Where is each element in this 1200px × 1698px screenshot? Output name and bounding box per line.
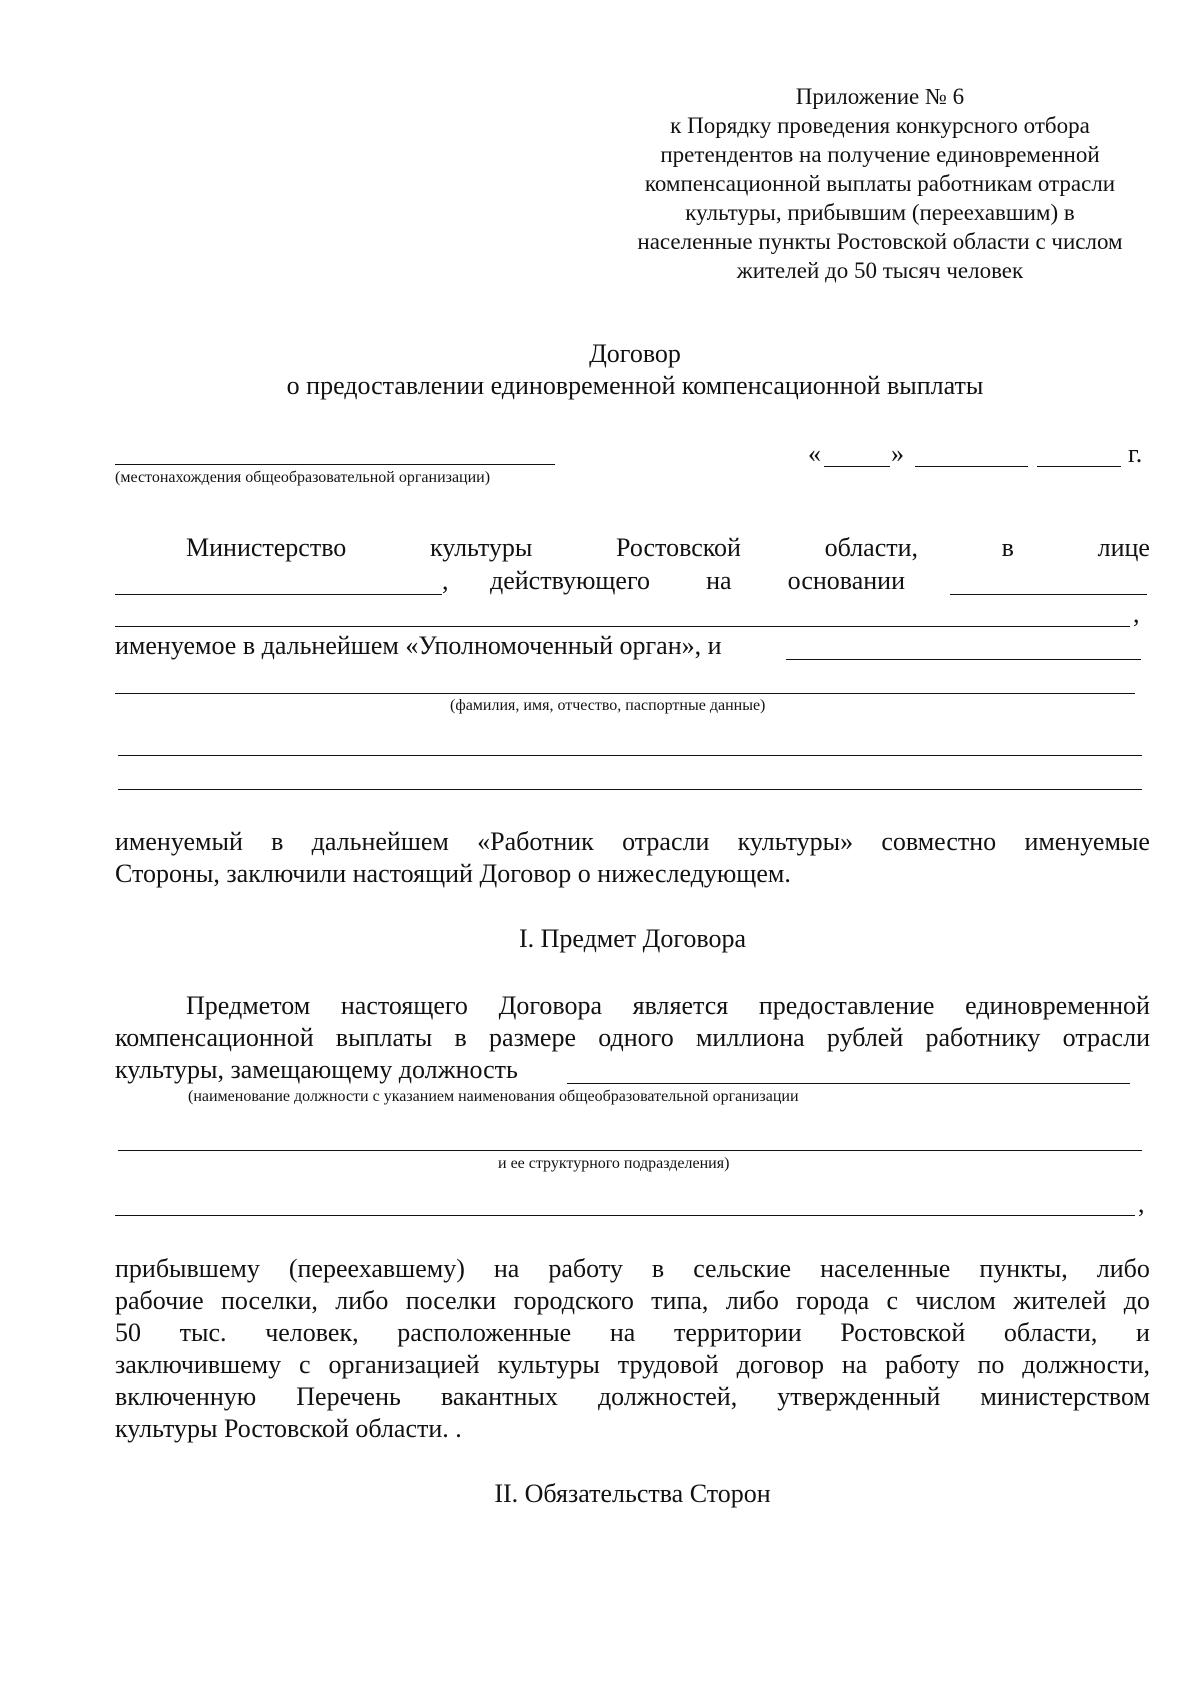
appendix-line: претендентов на получение единовременной <box>660 142 1100 167</box>
date-day-blank <box>824 466 890 467</box>
division-blank-line <box>115 1215 1135 1216</box>
word: выплаты <box>335 1023 433 1052</box>
word: прибывшему <box>115 1254 260 1283</box>
section-1-p2-line-5 <box>115 1381 1150 1413</box>
basis-continued-blank-line <box>115 626 1130 627</box>
word: работнику <box>925 1023 1041 1052</box>
word: поселки, <box>220 1286 318 1315</box>
word: типа, <box>651 1286 709 1315</box>
appendix-header <box>620 82 1140 285</box>
word: с <box>886 1286 899 1315</box>
word: должности, <box>1022 1350 1150 1379</box>
word: до <box>1123 1286 1150 1315</box>
word: миллиона <box>695 1023 805 1052</box>
word: дальнейшем <box>311 827 449 856</box>
appendix-line: жителей до 50 тысяч человек <box>736 258 1024 283</box>
word: по <box>977 1350 1005 1379</box>
word: настоящего <box>340 991 468 1020</box>
parties-line-2 <box>490 565 905 597</box>
word: либо <box>725 1286 779 1315</box>
parties-line-1 <box>186 532 1150 564</box>
word: организацией <box>328 1350 480 1379</box>
word: именуемые <box>1024 827 1150 856</box>
word: является <box>632 991 729 1020</box>
section-1-p2-line-4 <box>115 1349 1150 1381</box>
document-subtitle: о предоставлении единовременной компенсационной выплаты <box>286 371 984 400</box>
word: пункты, <box>979 1254 1068 1283</box>
word: в <box>651 1254 665 1283</box>
word: с <box>299 1350 311 1379</box>
word: размере <box>489 1023 577 1052</box>
word: работу <box>548 1254 623 1283</box>
word: лице <box>1097 533 1150 562</box>
word: Предметом <box>186 991 311 1020</box>
position-caption: (наименование должности с указанием наименования общеобразовательной организации <box>188 1088 799 1105</box>
word: Ростовской <box>616 533 741 562</box>
word: либо <box>1096 1254 1150 1283</box>
word: совместно <box>881 827 997 856</box>
word: области, <box>1003 1318 1098 1347</box>
word: одного <box>598 1023 674 1052</box>
worker-details-blank-line <box>115 693 1135 694</box>
position-blank-line <box>567 1083 1130 1084</box>
representative-blank-line <box>115 594 442 595</box>
word: и <box>1135 1318 1150 1347</box>
date-quote-close: » <box>891 439 904 468</box>
word: города <box>796 1286 870 1315</box>
date-year-suffix: г. <box>1128 439 1143 468</box>
word: единовременной <box>965 991 1150 1020</box>
section-1-p1-line-2 <box>115 1022 1150 1054</box>
word: (переехавшему) <box>288 1254 465 1283</box>
word: сельские <box>693 1254 792 1283</box>
word: именуемый <box>115 827 243 856</box>
parties-closing-line-1 <box>115 826 1150 858</box>
word: 50 <box>115 1318 141 1347</box>
document-title: Договор <box>589 339 681 368</box>
section-1-p1-line-3: культуры, замещающему должность <box>115 1055 518 1084</box>
section-1-p2-line-3 <box>115 1317 1150 1349</box>
word: на <box>609 1318 636 1347</box>
word: Ростовской <box>840 1318 966 1347</box>
word: отрасли <box>1062 1023 1150 1052</box>
appendix-line: компенсационной выплаты работникам отрасли <box>644 171 1116 196</box>
section-1-p2-line-2 <box>115 1285 1150 1317</box>
division-caption: и ее структурного подразделения) <box>498 1155 730 1172</box>
word: области, <box>824 533 919 562</box>
place-blank-line <box>115 464 555 465</box>
word: должностей, <box>597 1382 738 1411</box>
word: культуры <box>497 1350 600 1379</box>
section-1-p1-line-1 <box>186 990 1150 1022</box>
word: договор <box>736 1350 824 1379</box>
parties-closing-line-2: Стороны, заключили настоящий Договор о нижеследующем. <box>115 859 791 888</box>
word: вакантных <box>440 1382 558 1411</box>
authorized-body-text: именуемое в дальнейшем «Уполномоченный орган», и <box>115 631 722 660</box>
word: Договора <box>498 991 602 1020</box>
appendix-line: культуры, прибывшим (переехавшим) в <box>685 200 1075 225</box>
word: территории <box>674 1318 802 1347</box>
word: культуры <box>429 533 533 562</box>
word: «Работник <box>477 827 594 856</box>
appendix-line: Приложение № 6 <box>795 84 965 109</box>
word: культуры» <box>737 827 854 856</box>
position-continued-blank-line <box>118 1150 1142 1151</box>
word: трудовой <box>617 1350 719 1379</box>
row2-comma: , <box>442 566 449 595</box>
worker-name-blank-line <box>786 659 1141 660</box>
word: населенные <box>820 1254 951 1283</box>
word: утвержденный <box>777 1382 941 1411</box>
word: в <box>1001 533 1014 562</box>
word: на <box>841 1350 868 1379</box>
word: включенную <box>115 1382 257 1411</box>
word: на <box>493 1254 520 1283</box>
word: предоставление <box>758 991 935 1020</box>
word: Министерство <box>186 533 347 562</box>
word: либо <box>335 1286 389 1315</box>
word: жителей <box>1013 1286 1107 1315</box>
word: Перечень <box>296 1382 401 1411</box>
word: министерством <box>980 1382 1150 1411</box>
appendix-line: к Порядку проведения конкурсного отбора <box>670 113 1090 138</box>
extra-blank-line-2 <box>118 789 1142 790</box>
extra-blank-line-1 <box>118 755 1142 756</box>
word: числом <box>915 1286 996 1315</box>
word: работу <box>885 1350 960 1379</box>
word: заключившему <box>115 1350 282 1379</box>
division-comma: , <box>1138 1189 1145 1218</box>
word: рублей <box>826 1023 904 1052</box>
person-caption: (фамилия, имя, отчество, паспортные данные) <box>450 697 766 714</box>
word: действующего <box>490 566 650 595</box>
word: на <box>706 566 732 595</box>
row3-comma: , <box>1133 599 1140 628</box>
word: отрасли <box>622 827 710 856</box>
place-caption: (местонахождения общеобразовательной организации) <box>115 469 491 486</box>
section-1-p2-line-1 <box>115 1253 1150 1285</box>
date-month-blank <box>915 466 1028 467</box>
word: поселки <box>405 1286 497 1315</box>
date-year-blank <box>1037 466 1121 467</box>
word: расположенные <box>397 1318 572 1347</box>
section-2-heading: II. Обязательства Сторон <box>494 1479 771 1508</box>
appendix-line: населенные пункты Ростовской области с числом <box>637 229 1123 254</box>
word: тыс. <box>179 1318 227 1347</box>
basis-blank-line <box>950 594 1147 595</box>
word: человек, <box>265 1318 359 1347</box>
date-quote-open: « <box>808 439 821 468</box>
section-1-p2-line-6: культуры Ростовской области. . <box>115 1414 462 1443</box>
word: рабочие <box>115 1286 204 1315</box>
word: основании <box>787 566 905 595</box>
word: в <box>271 827 284 856</box>
word: компенсационной <box>115 1023 314 1052</box>
word: в <box>454 1023 467 1052</box>
section-1-heading: I. Предмет Договора <box>518 924 747 953</box>
word: городского <box>513 1286 634 1315</box>
